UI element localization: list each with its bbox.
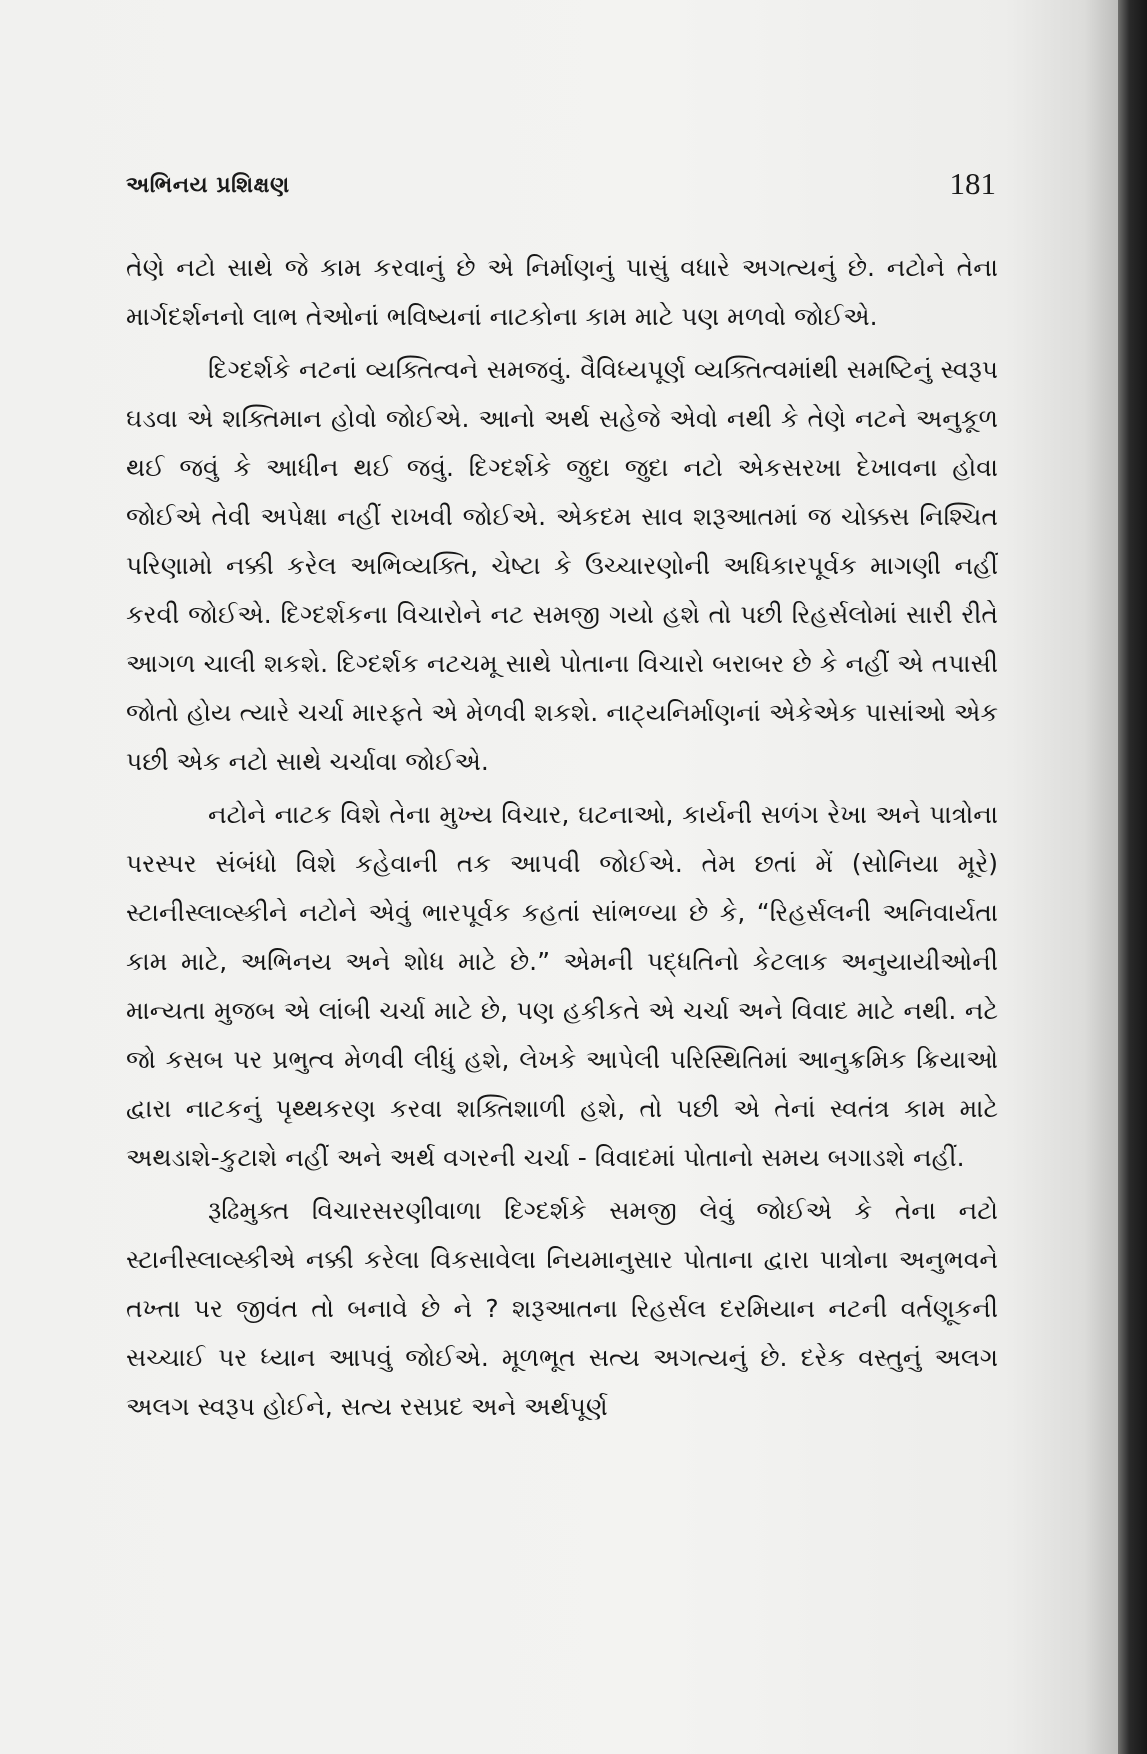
paragraph: તેણે નટો સાથે જે કામ કરવાનું છે એ નિર્માણનું પાસું વધારે અગત્યનું છે. નટોને તેના માર્ગદર્શનનો લાભ તેઓનાં ભવિષ્યનાં નાટકોના કામ માટે પણ મળવો જોઈએ. (126, 253, 998, 331)
paragraph: રૂઢિમુક્ત વિચારસરણીવાળા દિગ્દર્શકે સમજી લેવું જોઈએ કે તેના નટો સ્ટાનીસ્લાવ્સ્કીએ નક્કી કરેલા વિકસાવેલા નિયમાનુસાર પોતાના દ્વારા પાત્રોના અનુભવને તખ્તા પર જીવંત તો બનાવે છે ને ? શરૂઆતના રિહર્સલ દરમિયાન નટની વર્તણૂકની સચ્ચાઈ પર ધ્યાન આપવું જોઈએ. મૂળભૂત સત્ય અગત્યનું છે. દરેક વસ્તુનું અલગ અલગ સ્વરૂપ હોઈને, સત્ય રસપ્રદ અને અર્થપૂર્ણ (126, 1196, 998, 1421)
page-number: 181 (949, 166, 996, 201)
running-title: અભિનય પ્રશિક્ષણ (126, 172, 290, 198)
paragraph: દિગ્દર્શકે નટનાં વ્યક્તિત્વને સમજવું. વૈવિધ્યપૂર્ણ વ્યક્તિત્વમાંથી સમષ્ટિનું સ્વરૂપ ઘડવા એ શક્તિમાન હોવો જોઈએ. આનો અર્થ સહેજે એવો નથી કે તેણે નટને અનુકૂળ થઈ જવું કે આધીન થઈ જવું. દિગ્દર્શકે જુદા જુદા નટો એકસરખા દેખાવના હોવા જોઈએ તેવી અપેક્ષા નહીં રાખવી જોઈએ. એકદમ સાવ શરૂઆતમાં જ ચોક્કસ નિશ્ચિત પરિણામો નક્કી કરેલ અભિવ્યક્તિ, ચેષ્ટા કે ઉચ્ચારણોની અધિકારપૂર્વક માગણી નહીં કરવી જોઈએ. દિગ્દર્શકના વિચારોને નટ સમજી ગયો હશે તો પછી રિહર્સલોમાં સારી રીતે આગળ ચાલી શકશે. દિગ્દર્શક નટચમૂ સાથે પોતાના વિચારો બરાબર છે કે નહીં એ તપાસી જોતો હોય ત્યારે ચર્ચા મારફતે એ મેળવી શકશે. નાટ્યનિર્માણનાં એકેએક પાસાંઓ એક પછી એક નટો સાથે ચર્ચાવા જોઈએ. (126, 355, 998, 776)
page-header (126, 166, 996, 206)
book-spine-edge (1118, 0, 1147, 1754)
body-text (126, 243, 998, 1435)
paragraph: નટોને નાટક વિશે તેના મુખ્ય વિચાર, ઘટનાઓ, કાર્યની સળંગ રેખા અને પાત્રોના પરસ્પર સંબંધો વિશે કહેવાની તક આપવી જોઈએ. તેમ છતાં મેં (સોનિયા મૂરે) સ્ટાનીસ્લાવ્સ્કીને નટોને એવું ભારપૂર્વક કહતાં સાંભળ્યા છે કે, “રિહર્સલની અનિવાર્યતા કામ માટે, અભિનય અને શોધ માટે છે.” એમની પદ્ધતિનો કેટલાક અનુયાયીઓની માન્યતા મુજબ એ લાંબી ચર્ચા માટે છે, પણ હકીકતે એ ચર્ચા અને વિવાદ માટે નથી. નટે જો કસબ પર પ્રભુત્વ મેળવી લીધું હશે, લેખકે આપેલી પરિસ્થિતિમાં આનુક્રમિક ક્રિયાઓ દ્વારા નાટકનું પૃથ્થકરણ કરવા શક્તિશાળી હશે, તો પછી એ તેનાં સ્વતંત્ર કામ માટે અથડાશે-કુટાશે નહીં અને અર્થ વગરની ચર્ચા - વિવાદમાં પોતાનો સમય બગાડશે નહીં. (126, 800, 998, 1172)
